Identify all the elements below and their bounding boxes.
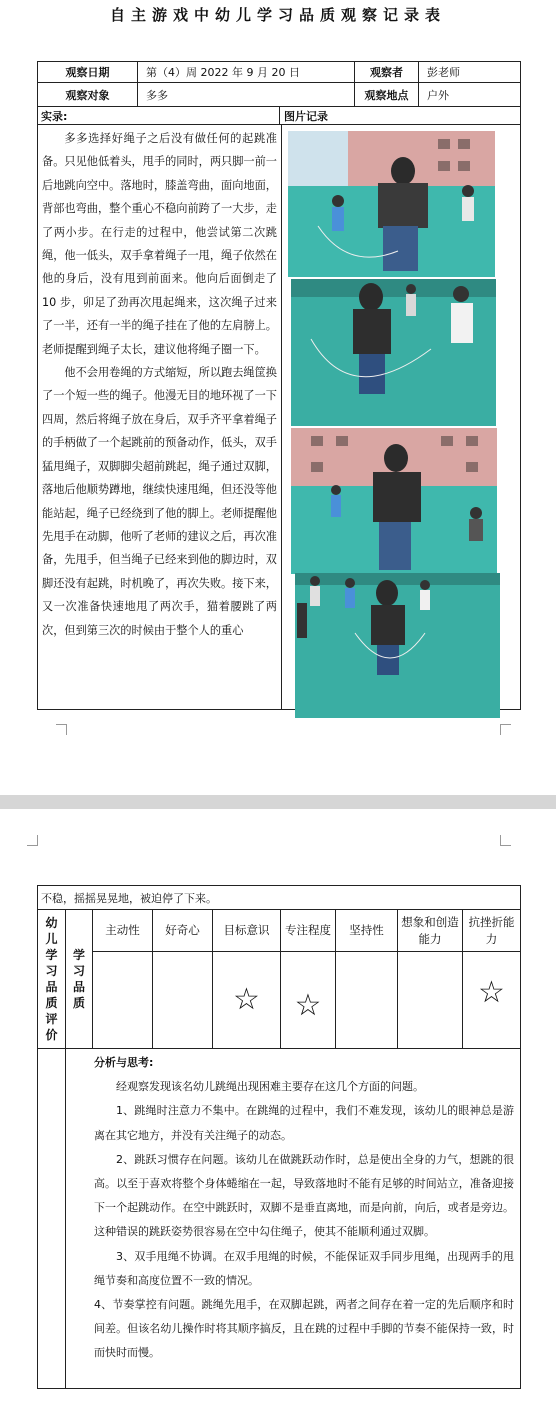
date-value: 第（4）周 2022 年 9 月 20 日 xyxy=(138,62,355,83)
location-value: 户外 xyxy=(419,83,521,107)
quality-sub-label: 学 习 品 质 xyxy=(66,910,93,1049)
header-initiative: 主动性 xyxy=(93,910,153,952)
header-resilience: 抗挫折能力 xyxy=(463,910,521,952)
corner-mark xyxy=(500,835,511,846)
analysis-paragraph-3: 2、跳跃习惯存在问题。该幼儿在做跳跃动作时，总是使出全身的力气，想跳的很高。以至于喜欢将整个身体蜷缩在一起，导致落地时不能有足够的时间站立，准备迎接下一个起跳动作。在空中跳跃时，双脚不是垂直离地，而是向前，向后，或者是旁边。这种错误的跳跃姿势很容易在空中勾住绳子，使其不能顺利通过双脚。 xyxy=(94,1152,514,1239)
page-gap xyxy=(0,795,556,809)
facts-label: 实录: xyxy=(38,107,280,125)
corner-mark xyxy=(27,835,38,846)
photo-3 xyxy=(291,428,497,574)
observer-value: 彭老师 xyxy=(419,62,521,83)
facts-text xyxy=(38,125,282,710)
analysis-cell xyxy=(66,1049,521,1389)
corner-mark xyxy=(500,724,511,735)
star-cell-initiative xyxy=(93,952,153,1049)
header-imagination: 想象和创造能力 xyxy=(398,910,463,952)
header-focus: 专注程度 xyxy=(281,910,336,952)
photos-label: 图片记录 xyxy=(280,107,521,125)
corner-mark xyxy=(56,724,67,735)
photo-1 xyxy=(288,131,495,277)
page-title: 自主游戏中幼儿学习品质观察记录表 xyxy=(109,6,446,24)
facts-paragraph-1: 多多选择好绳子之后没有做任何的起跳准备。只见他低着头，甩手的同时，两只脚一前一后地跳向空中。落地时，膝盖弯曲，面向地面，背部也弯曲，整个重心不稳向前跨了一大步，走了两小步。在行走的过程中，他尝试第二次跳绳，他一低头，双手拿着绳子一甩，绳子依然在他的身后，没有甩到前面来。他向后面倒走了 10 步，卯足了劲再次甩起绳来，这次绳子过来了一半，还有一半的绳子挂在了他的左肩膀上。老师提醒到绳子太长，建议他将绳子圈一下。 xyxy=(42,132,277,356)
analysis-side-blank xyxy=(38,1049,66,1389)
star-cell-resilience: ☆ xyxy=(463,952,521,1049)
subject-label: 观察对象 xyxy=(38,83,138,107)
star-cell-goal-awareness: ☆ xyxy=(213,952,281,1049)
analysis-paragraph-5: 4、节奏掌控有问题。跳绳先甩手，在双脚起跳，两者之间存在着一定的先后顺序和时间差。但该名幼儿操作时将其顺序搞反，且在跳的过程中手脚的节奏不能保持一致，时而快时而慢。 xyxy=(94,1298,514,1360)
facts-continuation: 不稳，摇摇晃晃地，被迫停了下来。 xyxy=(38,886,521,910)
star-cell-curiosity xyxy=(153,952,213,1049)
header-persistence: 坚持性 xyxy=(336,910,398,952)
analysis-paragraph-4: 3、双手甩绳不协调。在双手甩绳的时候，不能保证双手同步甩绳，出现两手的甩绳节奏和高度位置不一致的情况。 xyxy=(94,1249,514,1287)
evaluation-table xyxy=(37,885,521,1389)
facts-paragraph-2: 他不会用卷绳的方式缩短，所以跑去绳筐换了一个短一些的绳子。他漫无目的地环视了一下四周，然后将绳子放在身后，双手齐平拿着绳子的手柄做了一个起跳前的预备动作，低头，双手猛甩绳子，双脚脚尖超前跳起，绳子通过双脚，落地后他顺势蹲地，继续快速甩绳，但还没等他能站起，绳子已经绕到了他的脚上。老师提醒他先甩手在动脚，他听了老师的建议之后，再次准备，先甩手，但当绳子已经来到他的脚边时，双脚还没有起跳，时机晚了，再次失败。接下来，又一次准备快速地甩了两次手，猫着腰跳了两次，但到第三次的时候由于整个人的重心 xyxy=(42,366,277,637)
analysis-paragraph-1: 经观察发现该名幼儿跳绳出现困难主要存在这几个方面的问题。 xyxy=(116,1080,424,1094)
date-label: 观察日期 xyxy=(38,62,138,83)
star-cell-focus: ☆ xyxy=(281,952,336,1049)
quality-side-label: 幼 儿 学 习 品 质 评 价 xyxy=(38,910,66,1049)
star-cell-imagination xyxy=(398,952,463,1049)
observer-label: 观察者 xyxy=(355,62,419,83)
photo-2 xyxy=(291,279,496,426)
header-curiosity: 好奇心 xyxy=(153,910,213,952)
analysis-paragraph-2: 1、跳绳时注意力不集中。在跳绳的过程中，我们不难发现，该幼儿的眼神总是游离在其它地方，并没有关注绳子的动态。 xyxy=(94,1104,514,1142)
subject-value: 多多 xyxy=(138,83,355,107)
location-label: 观察地点 xyxy=(355,83,419,107)
header-goal-awareness: 目标意识 xyxy=(213,910,281,952)
analysis-heading: 分析与思考: xyxy=(94,1056,154,1069)
photo-4 xyxy=(295,573,500,718)
star-cell-persistence xyxy=(336,952,398,1049)
